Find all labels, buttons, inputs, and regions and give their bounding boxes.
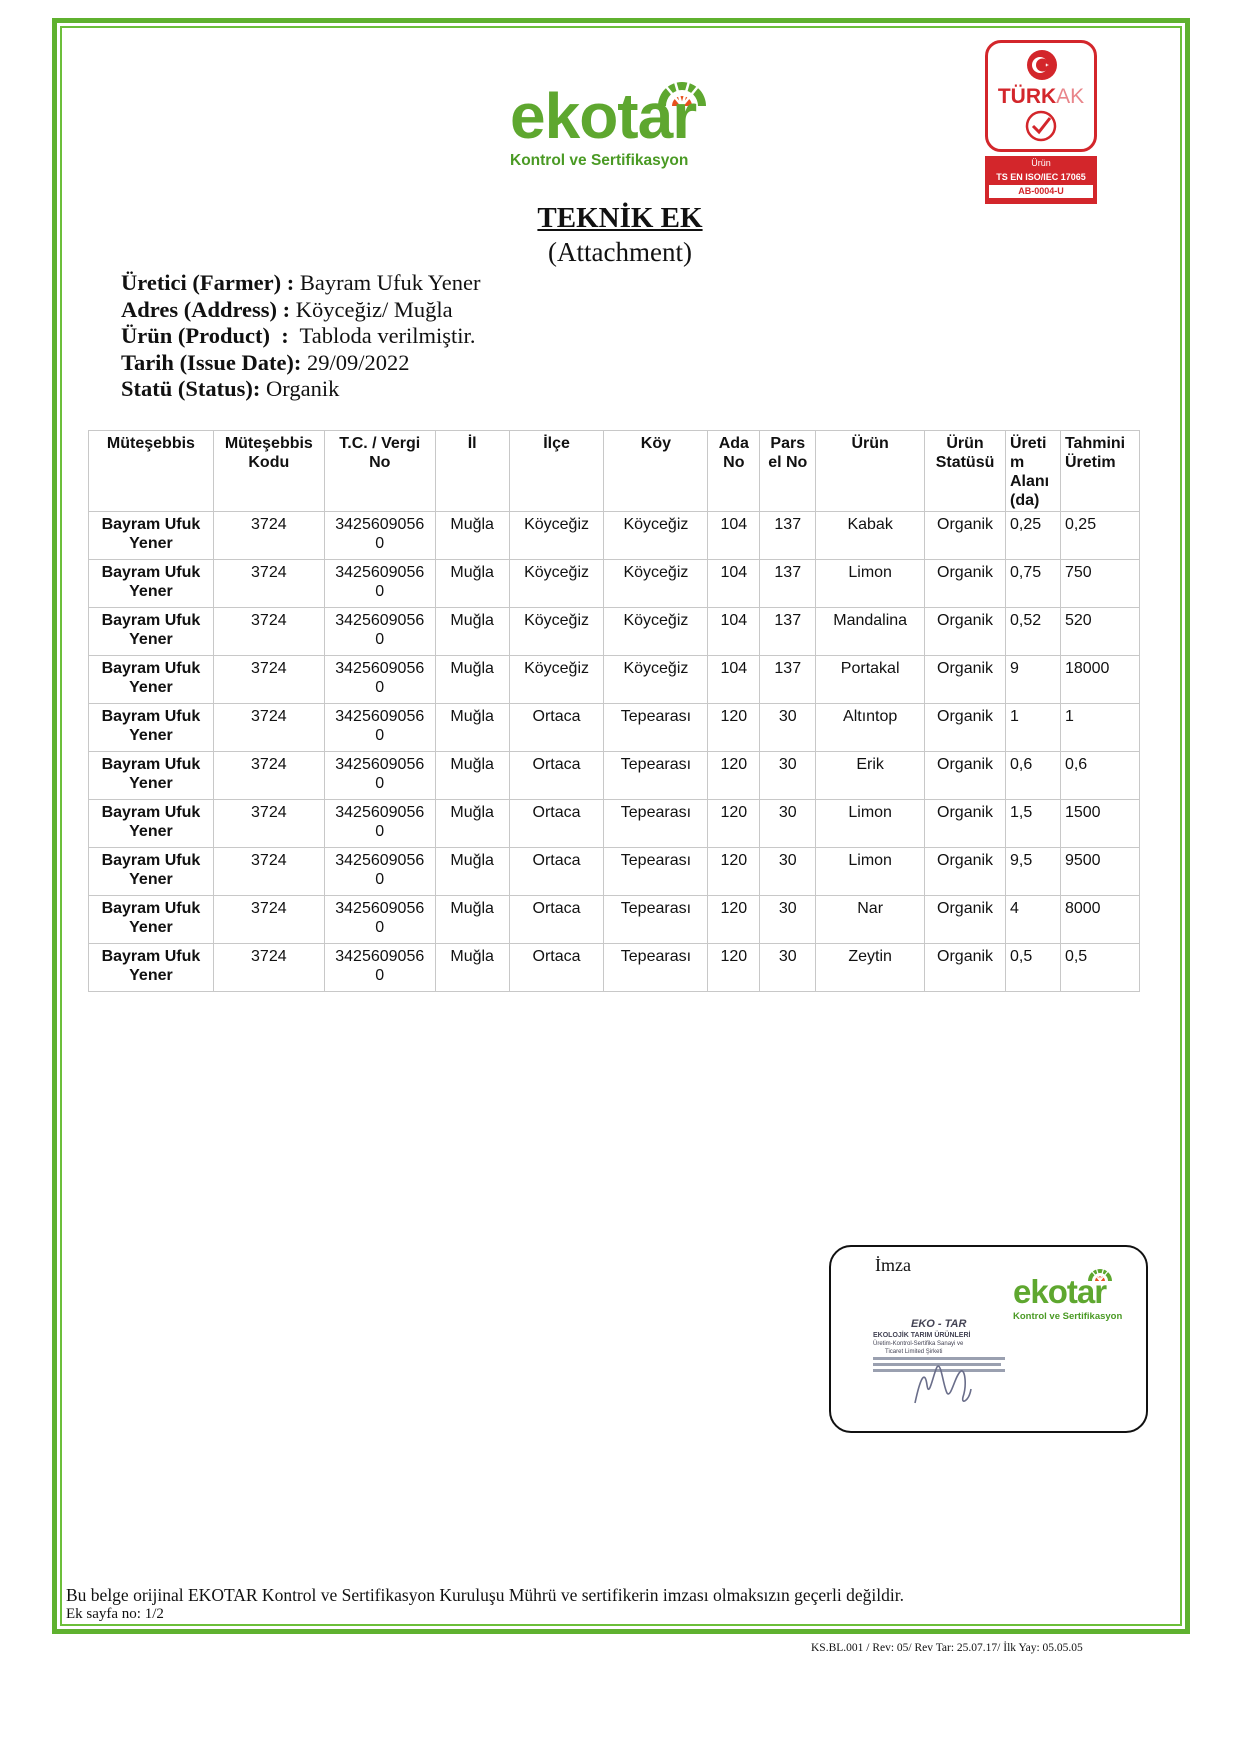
- turkak-line2: TS EN ISO/IEC 17065: [996, 172, 1086, 182]
- table-row: [89, 560, 1140, 608]
- table-cell: 30: [760, 896, 816, 944]
- table-cell: Limon: [816, 800, 925, 848]
- turkak-code: AB-0004-U: [989, 185, 1093, 198]
- turkak-line1: Ürün: [1031, 158, 1051, 168]
- turkak-word-strong: TÜRK: [997, 85, 1057, 108]
- table-cell: Köyceğiz: [509, 560, 604, 608]
- table-cell: 3724: [213, 512, 324, 560]
- table-cell: Kabak: [816, 512, 925, 560]
- table-cell: 0,5: [1006, 944, 1061, 992]
- meta-status-value: Organik: [260, 376, 340, 401]
- table-row: [89, 896, 1140, 944]
- table-cell: 0,52: [1006, 608, 1061, 656]
- table-cell: Organik: [925, 752, 1006, 800]
- table-cell: 30: [760, 704, 816, 752]
- table-cell: Köyceğiz: [604, 560, 708, 608]
- table-cell: Köyceğiz: [604, 656, 708, 704]
- table-cell: 137: [760, 512, 816, 560]
- stamp-title: EKO - TAR: [911, 1318, 967, 1330]
- table-cell: Muğla: [435, 656, 509, 704]
- table-cell: 0,25: [1060, 512, 1139, 560]
- table-cell: Erik: [816, 752, 925, 800]
- table-cell: Bayram Ufuk Yener: [89, 608, 214, 656]
- table-cell: 18000: [1060, 656, 1139, 704]
- table-cell: Organik: [925, 512, 1006, 560]
- table-cell: Muğla: [435, 800, 509, 848]
- table-cell: 3425609056 0: [324, 512, 435, 560]
- table-cell: 30: [760, 752, 816, 800]
- table-cell: 120: [708, 848, 760, 896]
- stamp-line2: Üretim-Kontrol-Sertifika Sanayi ve: [873, 1341, 964, 1347]
- table-cell: 30: [760, 848, 816, 896]
- signature-box: [829, 1245, 1148, 1433]
- table-body: [89, 512, 1140, 992]
- document-meta: [121, 270, 480, 403]
- check-circle-icon: [1024, 109, 1058, 143]
- meta-address-label: Adres (Address) :: [121, 296, 291, 322]
- table-cell: 3425609056 0: [324, 656, 435, 704]
- table-cell: 30: [760, 944, 816, 992]
- meta-product-label: Ürün (Product) :: [121, 323, 289, 348]
- table-cell: Tepearası: [604, 752, 708, 800]
- meta-status: [121, 376, 480, 403]
- table-cell: Muğla: [435, 944, 509, 992]
- table-cell: Tepearası: [604, 944, 708, 992]
- table-cell: 3425609056 0: [324, 608, 435, 656]
- table-cell: 750: [1060, 560, 1139, 608]
- table-cell: 120: [708, 752, 760, 800]
- table-cell: 137: [760, 608, 816, 656]
- col-header: İlçe: [509, 431, 604, 512]
- meta-farmer: [121, 270, 480, 297]
- table-cell: Ortaca: [509, 896, 604, 944]
- table-cell: Mandalina: [816, 608, 925, 656]
- table-cell: Organik: [925, 704, 1006, 752]
- table-cell: Tepearası: [604, 800, 708, 848]
- col-header: Pars el No: [760, 431, 816, 512]
- table-cell: Muğla: [435, 560, 509, 608]
- table-row: [89, 752, 1140, 800]
- table-cell: 120: [708, 800, 760, 848]
- signature-logo-tagline: Kontrol ve Sertifikasyon: [1013, 1311, 1123, 1322]
- table-cell: Köyceğiz: [509, 608, 604, 656]
- table-cell: 3425609056 0: [324, 800, 435, 848]
- table-cell: 3724: [213, 944, 324, 992]
- table-cell: Ortaca: [509, 752, 604, 800]
- table-cell: 3425609056 0: [324, 848, 435, 896]
- table-cell: Organik: [925, 800, 1006, 848]
- document-subtitle: (Attachment): [548, 237, 692, 267]
- table-cell: 520: [1060, 608, 1139, 656]
- table-cell: 3425609056 0: [324, 560, 435, 608]
- table-cell: 0,25: [1006, 512, 1061, 560]
- table-row: [89, 944, 1140, 992]
- product-table: [88, 430, 1140, 992]
- table-cell: 104: [708, 560, 760, 608]
- table-cell: Muğla: [435, 848, 509, 896]
- table-cell: 1: [1006, 704, 1061, 752]
- table-cell: Ortaca: [509, 800, 604, 848]
- table-cell: 30: [760, 800, 816, 848]
- table-header-row: [89, 431, 1140, 512]
- table-cell: Ortaca: [509, 704, 604, 752]
- table-cell: Köyceğiz: [509, 656, 604, 704]
- table-cell: Köyceğiz: [604, 512, 708, 560]
- turkak-badge: [985, 40, 1097, 152]
- table-cell: 3724: [213, 848, 324, 896]
- table-cell: Nar: [816, 896, 925, 944]
- table-cell: 3425609056 0: [324, 896, 435, 944]
- meta-product: [121, 323, 480, 350]
- meta-farmer-value: Bayram Ufuk Yener: [294, 270, 481, 295]
- table-cell: Bayram Ufuk Yener: [89, 800, 214, 848]
- meta-product-value: Tabloda verilmiştir.: [288, 323, 476, 348]
- table-cell: Limon: [816, 560, 925, 608]
- stamp-line3: Ticaret Limited Şirketi: [885, 1349, 943, 1355]
- col-header: Tahmini Üretim: [1060, 431, 1139, 512]
- meta-date-label: Tarih (Issue Date):: [121, 349, 302, 375]
- table-cell: 120: [708, 704, 760, 752]
- signature-ekotar-logo: [1011, 1261, 1141, 1321]
- logo-wordmark: ekotar: [510, 80, 697, 152]
- turkak-word-light: AK: [1056, 85, 1085, 108]
- turkak-wordmark: [988, 85, 1094, 109]
- table-cell: Bayram Ufuk Yener: [89, 752, 214, 800]
- table-cell: 3724: [213, 560, 324, 608]
- col-header: Müteşebbis: [89, 431, 214, 512]
- table-cell: 3425609056 0: [324, 704, 435, 752]
- table-cell: Bayram Ufuk Yener: [89, 944, 214, 992]
- table-cell: 104: [708, 656, 760, 704]
- table-cell: 0,6: [1006, 752, 1061, 800]
- meta-status-label: Statü (Status):: [121, 376, 261, 401]
- col-header: Müteşebbis Kodu: [213, 431, 324, 512]
- table-cell: Muğla: [435, 896, 509, 944]
- signature-label: İmza: [875, 1255, 911, 1275]
- table-cell: Tepearası: [604, 704, 708, 752]
- table-cell: Ortaca: [509, 944, 604, 992]
- table-cell: Organik: [925, 608, 1006, 656]
- table-cell: 137: [760, 656, 816, 704]
- meta-date: [121, 350, 480, 377]
- table-cell: 1,5: [1006, 800, 1061, 848]
- table-row: [89, 608, 1140, 656]
- table-cell: Organik: [925, 848, 1006, 896]
- table-cell: 1: [1060, 704, 1139, 752]
- page-number: Ek sayfa no: 1/2: [66, 1606, 164, 1622]
- table-cell: Portakal: [816, 656, 925, 704]
- table-cell: Bayram Ufuk Yener: [89, 704, 214, 752]
- meta-address: [121, 297, 480, 324]
- col-header: T.C. / Vergi No: [324, 431, 435, 512]
- table-cell: Organik: [925, 896, 1006, 944]
- table-cell: Altıntop: [816, 704, 925, 752]
- table-cell: 3724: [213, 704, 324, 752]
- meta-address-value: Köyceğiz/ Muğla: [290, 296, 453, 322]
- table-cell: Muğla: [435, 512, 509, 560]
- ekotar-logo: [510, 66, 740, 176]
- col-header: İl: [435, 431, 509, 512]
- table-cell: 3425609056 0: [324, 944, 435, 992]
- table-cell: Muğla: [435, 752, 509, 800]
- table-cell: 1500: [1060, 800, 1139, 848]
- col-header: Ada No: [708, 431, 760, 512]
- table-cell: 3724: [213, 896, 324, 944]
- table-cell: 9,5: [1006, 848, 1061, 896]
- table-cell: 8000: [1060, 896, 1139, 944]
- table-cell: 9500: [1060, 848, 1139, 896]
- table-cell: Bayram Ufuk Yener: [89, 848, 214, 896]
- table-cell: 3724: [213, 608, 324, 656]
- table-cell: Organik: [925, 560, 1006, 608]
- table-cell: Zeytin: [816, 944, 925, 992]
- revision-info: KS.BL.001 / Rev: 05/ Rev Tar: 25.07.17/ İlk Yay: 05.05.05: [811, 1642, 1083, 1654]
- document-title: TEKNİK EK: [537, 202, 703, 234]
- table-cell: Tepearası: [604, 848, 708, 896]
- table-cell: 0,5: [1060, 944, 1139, 992]
- table-cell: 9: [1006, 656, 1061, 704]
- table-cell: 3724: [213, 752, 324, 800]
- table-cell: 3425609056 0: [324, 752, 435, 800]
- stamp-line1: EKOLOJİK TARIM ÜRÜNLERİ: [873, 1332, 971, 1339]
- table-cell: Köyceğiz: [604, 608, 708, 656]
- table-row: [89, 656, 1140, 704]
- table-cell: Bayram Ufuk Yener: [89, 512, 214, 560]
- table-cell: Bayram Ufuk Yener: [89, 560, 214, 608]
- table-cell: Limon: [816, 848, 925, 896]
- table-cell: Tepearası: [604, 896, 708, 944]
- table-cell: 104: [708, 512, 760, 560]
- meta-farmer-label: Üretici (Farmer) :: [121, 270, 295, 295]
- table-cell: 0,6: [1060, 752, 1139, 800]
- crescent-star-icon: [1026, 49, 1058, 81]
- table-cell: 120: [708, 944, 760, 992]
- company-stamp-signature: [871, 1315, 1021, 1415]
- table-cell: Köyceğiz: [509, 512, 604, 560]
- meta-date-value: 29/09/2022: [301, 349, 410, 375]
- table-cell: 3724: [213, 800, 324, 848]
- table-row: [89, 848, 1140, 896]
- table-cell: Organik: [925, 944, 1006, 992]
- table-row: [89, 800, 1140, 848]
- table-row: [89, 512, 1140, 560]
- logo-tagline: Kontrol ve Sertifikasyon: [510, 152, 689, 169]
- table-cell: 3724: [213, 656, 324, 704]
- turkak-standard-label: [985, 156, 1097, 204]
- table-cell: Muğla: [435, 608, 509, 656]
- table-cell: 0,75: [1006, 560, 1061, 608]
- table-row: [89, 704, 1140, 752]
- table-cell: 137: [760, 560, 816, 608]
- col-header: Ürün: [816, 431, 925, 512]
- table-cell: Bayram Ufuk Yener: [89, 896, 214, 944]
- table-cell: Ortaca: [509, 848, 604, 896]
- table-cell: 120: [708, 896, 760, 944]
- signature-logo-word: ekotar: [1013, 1273, 1107, 1310]
- table-cell: Bayram Ufuk Yener: [89, 656, 214, 704]
- validity-notice: Bu belge orijinal EKOTAR Kontrol ve Sertifikasyon Kuruluşu Mührü ve sertifikerin imzası olmaksızın geçerli değildir.: [66, 1585, 904, 1605]
- table-cell: 4: [1006, 896, 1061, 944]
- col-header: Köy: [604, 431, 708, 512]
- table-cell: Organik: [925, 656, 1006, 704]
- col-header: Ürün Statüsü: [925, 431, 1006, 512]
- table-cell: 104: [708, 608, 760, 656]
- col-header: Üreti m Alanı (da): [1006, 431, 1061, 512]
- turkak-accreditation-mark: [985, 40, 1097, 204]
- table-cell: Muğla: [435, 704, 509, 752]
